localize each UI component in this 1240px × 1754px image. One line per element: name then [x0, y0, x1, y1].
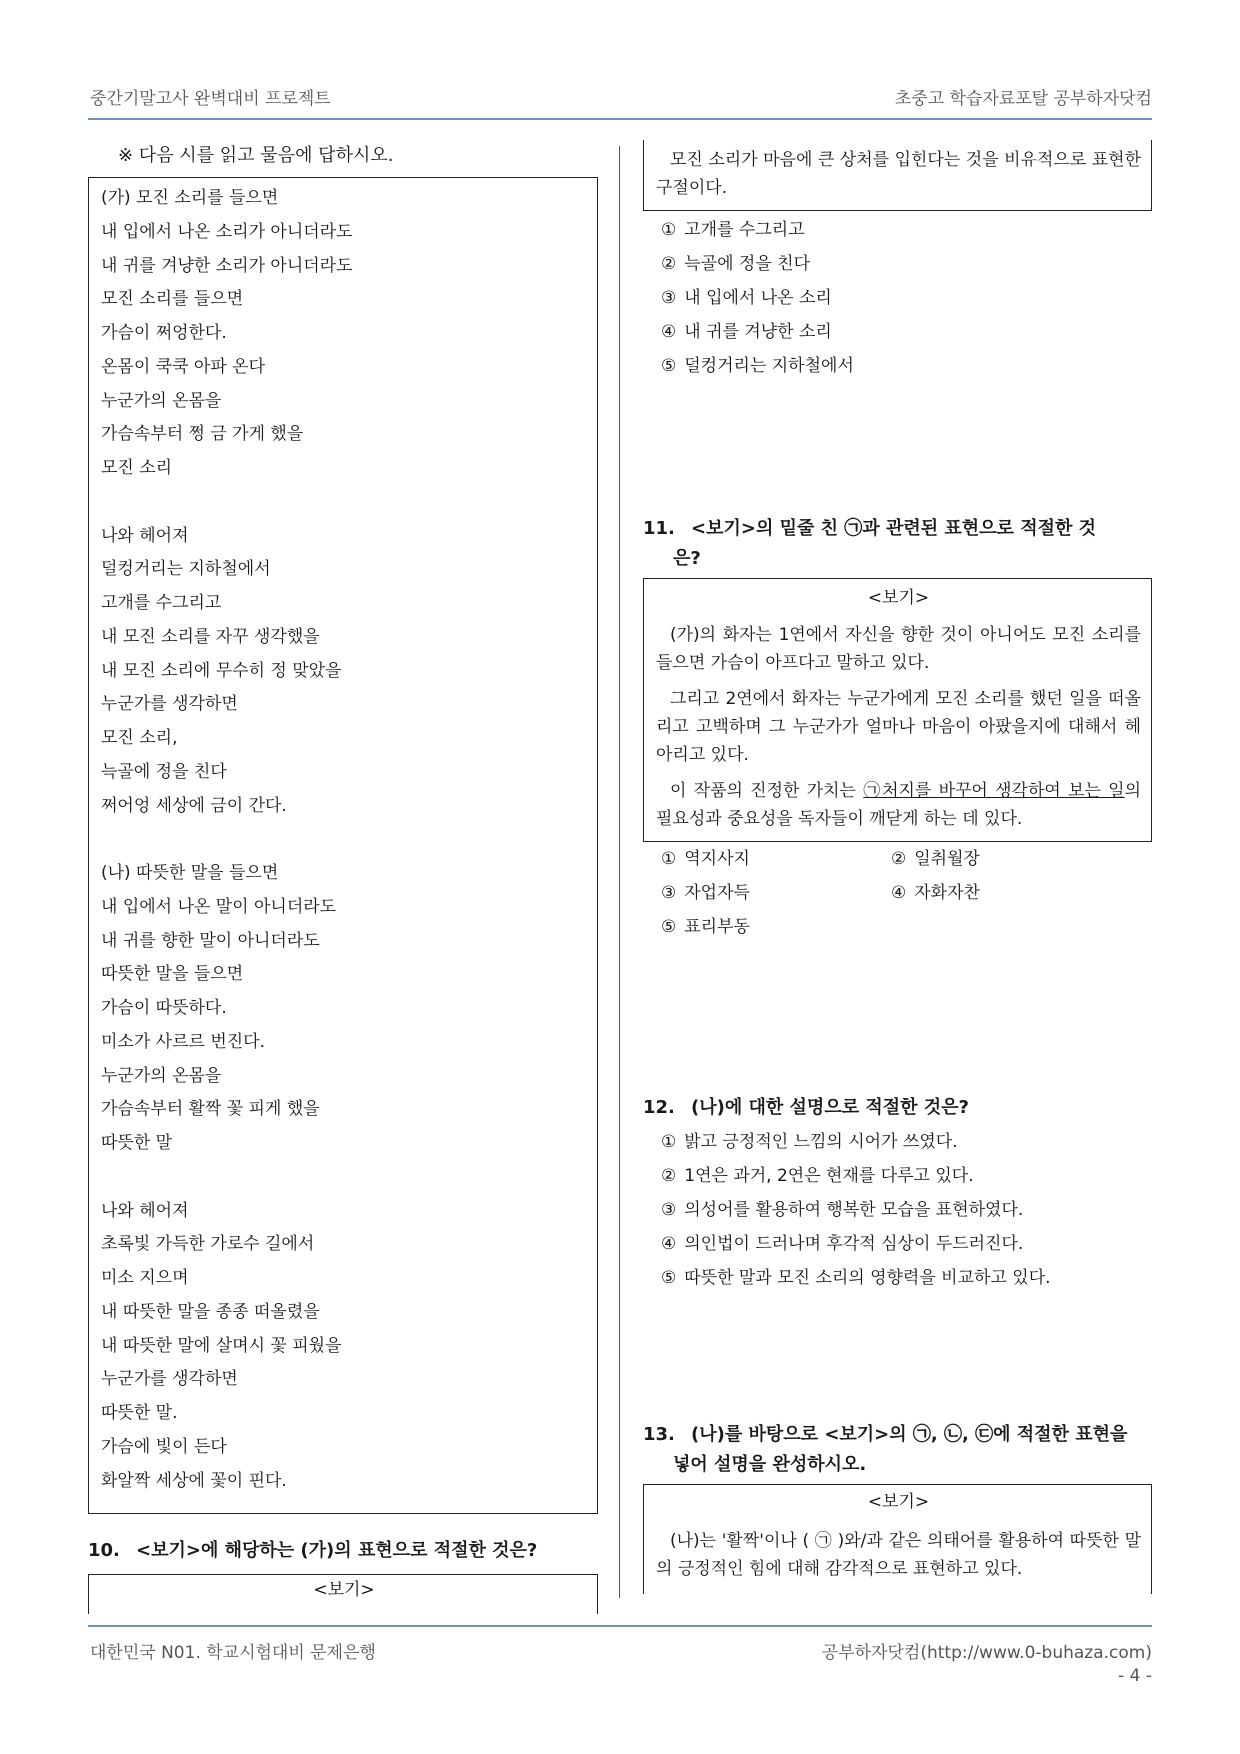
poem-na: [101, 857, 587, 1498]
choice-5: [661, 910, 891, 944]
choice-text: 의인법이 드러나며 후각적 심상이 두드러진다.: [684, 1234, 1024, 1254]
poem-stanza-gap: [101, 1161, 587, 1195]
poem-line: 내 입에서 나온 소리가 아니더라도: [101, 221, 353, 242]
choice-text: 일취월장: [914, 849, 980, 869]
bogi-title: <보기>: [313, 1580, 375, 1600]
choice-1: [661, 1125, 1152, 1159]
poem-line: 모진 소리를 들으면: [101, 289, 244, 310]
choice-mark: ①: [661, 1132, 677, 1152]
footer-right-text: 공부하자닷컴(http://www.0-buhaza.com): [821, 1643, 1152, 1663]
choice-text: 고개를 수그리고: [684, 220, 805, 240]
poem-line: 따뜻한 말: [101, 1133, 173, 1153]
poem-gap: [101, 823, 587, 857]
poem-line: 늑골에 정을 친다: [101, 761, 227, 782]
poem-line: 내 입에서 나온 말이 아니더라도: [101, 896, 337, 917]
choice-text: 내 귀를 겨냥한 소리: [684, 322, 832, 342]
question-number: 13.: [643, 1424, 675, 1445]
poem-line: 화알짝 세상에 꽃이 핀다.: [101, 1470, 287, 1491]
question-text: <보기>의 밑줄 친 ㉠과 관련된 표현으로 적절한 것: [691, 518, 1097, 539]
bogi-title: <보기>: [867, 588, 930, 608]
poem-line: 내 귀를 겨냥한 소리가 아니더라도: [101, 255, 353, 276]
poem-box: [88, 177, 598, 1514]
poem-line: 따뜻한 말을 들으면: [101, 964, 244, 985]
poem-line: 가슴이 따뜻하다.: [101, 998, 227, 1018]
poem-line: 나와 헤어져: [101, 1200, 189, 1221]
choice-text: 내 입에서 나온 소리: [684, 288, 832, 308]
column-divider: [619, 146, 620, 1598]
choice-text: 자화자찬: [914, 883, 980, 903]
poem-line: 내 귀를 향한 말이 아니더라도: [101, 930, 320, 951]
choice-mark: ⑤: [661, 917, 677, 937]
poem-line: (나) 따뜻한 말을 들으면: [101, 863, 279, 883]
question-10-choices: [661, 213, 1152, 383]
choice-3: [661, 281, 1152, 315]
question-11-heading: [643, 514, 1152, 574]
poem-line: 초록빛 가득한 가로수 길에서: [101, 1234, 315, 1255]
header-right-title: 초중고 학습자료포탈 공부하자닷컴: [894, 89, 1152, 109]
choice-mark: ④: [661, 1234, 677, 1254]
choice-mark: ④: [891, 883, 907, 903]
poem-stanza-gap: [101, 486, 587, 520]
question-text-cont: 은?: [673, 548, 701, 569]
bogi-paragraph-1: (나)는 '활짝'이나 ( ㉠ )와/과 같은 의태어를 활용하여 따뜻한 말의 긍정적인 힘에 대해 감각적으로 표현하고 있다.: [656, 1531, 1141, 1579]
question-10-heading: [88, 1536, 598, 1566]
choice-text: 밝고 긍정적인 느낌의 시어가 쓰였다.: [684, 1132, 958, 1152]
question-13-bogi-box: [643, 1484, 1152, 1594]
left-column: [88, 140, 598, 1614]
choice-mark: ②: [891, 849, 907, 869]
bogi-underlined-phrase: ㉠처지를 바꾸어 생각하여 보는 일: [863, 781, 1125, 801]
poem-line: 누군가를 생각하면: [101, 694, 238, 715]
bogi-p3-after: 의 필요성과 중요성을 독자들이 깨닫게 하는 데 있다.: [656, 781, 1141, 829]
question-11: [643, 514, 1152, 944]
question-text-cont: 넣어 설명을 완성하시오.: [673, 1454, 867, 1475]
question-number: 12.: [643, 1097, 675, 1118]
poem-line: 누군가의 온몸을: [101, 390, 222, 411]
question-12-heading: [643, 1093, 1152, 1123]
instruction: ※ 다음 시를 읽고 물음에 답하시오.: [118, 145, 394, 166]
poem-line: 가슴속부터 활짝 꽃 피게 했을: [101, 1099, 320, 1120]
poem-line: 모진 소리,: [101, 728, 178, 748]
choice-mark: ①: [661, 220, 677, 240]
poem-line: 고개를 수그리고: [101, 593, 222, 613]
choice-text: 의성어를 활용하여 행복한 모습을 표현하였다.: [684, 1200, 1024, 1220]
question-number: 10.: [88, 1540, 120, 1561]
poem-line: 덜컹거리는 지하철에서: [101, 559, 271, 580]
choice-mark: ②: [661, 254, 677, 274]
choice-4: [661, 1227, 1152, 1261]
question-12: [643, 1093, 1152, 1295]
question-10-bogi-box: [88, 1574, 598, 1614]
choice-4: [891, 876, 1121, 910]
poem-line: 미소가 사르르 번진다.: [101, 1031, 266, 1052]
choice-mark: ④: [661, 322, 677, 342]
poem-line: 누군가의 온몸을: [101, 1065, 222, 1086]
choice-5: [661, 349, 1152, 383]
question-number: 11.: [643, 518, 675, 539]
header-divider: [88, 118, 1152, 120]
question-text: (나)에 대한 설명으로 적절한 것은?: [691, 1097, 970, 1118]
choice-text: 자업자득: [684, 883, 750, 903]
question-12-choices: [661, 1125, 1152, 1295]
poem-line: 나와 헤어져: [101, 525, 189, 546]
question-13: [643, 1420, 1152, 1594]
poem-line: 따뜻한 말.: [101, 1403, 178, 1423]
question-11-choices: [661, 842, 1152, 944]
choice-1: [661, 842, 891, 876]
choice-text: 늑골에 정을 친다: [684, 254, 811, 274]
choice-3: [661, 1193, 1152, 1227]
choice-2: [661, 247, 1152, 281]
choice-mark: ②: [661, 1166, 677, 1186]
footer-divider: [88, 1625, 1152, 1627]
question-10: [88, 1536, 598, 1614]
question-10-bogi-continued: [643, 140, 1152, 211]
choice-mark: ③: [661, 1200, 677, 1220]
question-text: <보기>에 해당하는 (가)의 표현으로 적절한 것은?: [136, 1540, 538, 1561]
question-text: (나)를 바탕으로 <보기>의 ㉠, ㉡, ㉢에 적절한 표현을: [691, 1424, 1128, 1445]
bogi-paragraph-1: (가)의 화자는 1연에서 자신을 향한 것이 아니어도 모진 소리를 들으면 가슴이 아프다고 말하고 있다.: [656, 625, 1141, 673]
bogi-paragraph-2: 그리고 2연에서 화자는 누군가에게 모진 소리를 했던 일을 떠올리고 고백하며 그 누군가가 얼마나 마음이 아팠을지에 대해서 헤아리고 있다.: [656, 689, 1141, 765]
question-13-heading: [643, 1420, 1152, 1480]
header-left-title: 중간기말고사 완벽대비 프로젝트: [90, 89, 331, 109]
poem-line: 가슴속부터 쩡 금 가게 했을: [101, 424, 304, 445]
poem-line: 누군가를 생각하면: [101, 1369, 238, 1390]
poem-ga: [101, 182, 587, 823]
choice-mark: ⑤: [661, 356, 677, 376]
bogi-p3-before: 이 작품의 진정한 가치는: [670, 781, 864, 801]
choice-text: 덜컹거리는 지하철에서: [684, 356, 854, 376]
right-column: [643, 140, 1152, 1579]
poem-line: 온몸이 쿡쿡 아파 온다: [101, 356, 266, 377]
poem-line: 모진 소리: [101, 458, 173, 478]
poem-line: 쩌어엉 세상에 금이 간다.: [101, 795, 287, 816]
choice-5: [661, 1261, 1152, 1295]
poem-line: 가슴에 빛이 든다: [101, 1436, 227, 1457]
poem-line: 가슴이 쩌엉한다.: [101, 323, 227, 343]
choice-mark: ③: [661, 288, 677, 308]
choice-2: [661, 1159, 1152, 1193]
question-11-bogi-box: [643, 578, 1152, 842]
choice-2: [891, 842, 1121, 876]
choice-text: 표리부동: [684, 917, 750, 937]
choice-3: [661, 876, 891, 910]
choice-mark: ⑤: [661, 1268, 677, 1288]
page-number: - 4 -: [1118, 1666, 1152, 1686]
choice-text: 역지사지: [684, 849, 750, 869]
poem-line: 미소 지으며: [101, 1268, 189, 1288]
bogi-paragraph-3: [656, 777, 1141, 833]
choice-mark: ③: [661, 883, 677, 903]
poem-line: 내 따뜻한 말에 살며시 꽃 피웠을: [101, 1335, 342, 1356]
poem-line: 내 모진 소리에 무수히 정 맞았을: [101, 660, 342, 681]
choice-4: [661, 315, 1152, 349]
choice-1: [661, 213, 1152, 247]
choice-mark: ①: [661, 849, 677, 869]
poem-line: 내 모진 소리를 자꾸 생각했을: [101, 626, 320, 647]
poem-line: 내 따뜻한 말을 종종 떠올렸을: [101, 1301, 320, 1322]
bogi-title: <보기>: [867, 1492, 930, 1512]
footer-left-text: 대한민국 N01. 학교시험대비 문제은행: [90, 1643, 376, 1663]
poem-line: (가) 모진 소리를 들으면: [101, 188, 279, 208]
choice-text: 따뜻한 말과 모진 소리의 영향력을 비교하고 있다.: [684, 1268, 1051, 1288]
bogi-text: 모진 소리가 마음에 큰 상처를 입힌다는 것을 비유적으로 표현한 구절이다.: [656, 150, 1141, 198]
choice-text: 1연은 과거, 2연은 현재를 다루고 있다.: [684, 1166, 974, 1186]
